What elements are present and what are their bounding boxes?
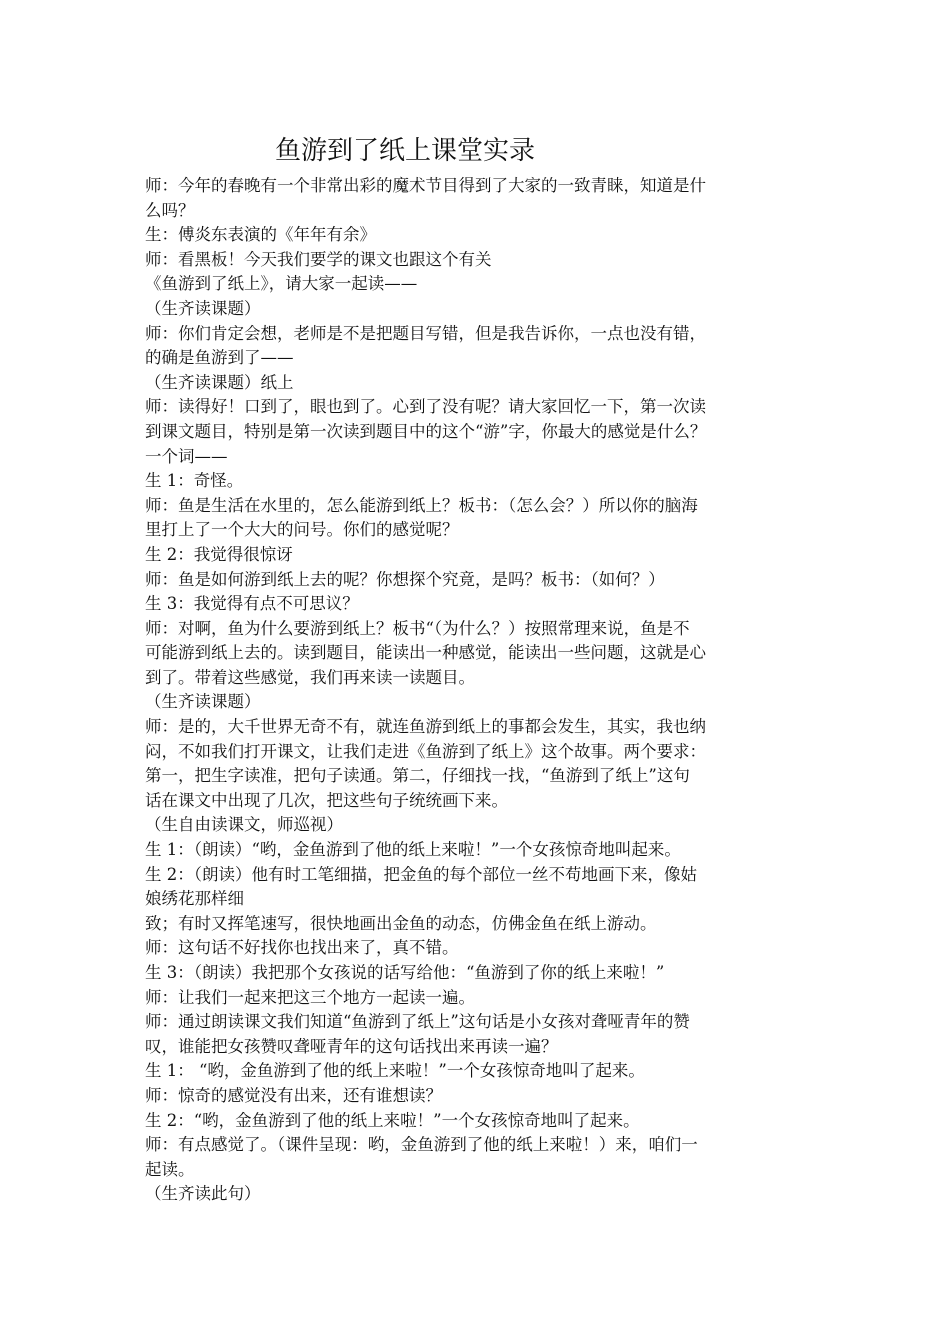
text-line: 生 2：我觉得很惊讶 <box>145 544 293 564</box>
text-line: 生 3：我觉得有点不可思议？ <box>145 594 359 614</box>
text-line: 娘绣花那样细 <box>145 889 244 909</box>
text-line: 师：通过朗读课文我们知道“鱼游到了纸上”这句话是小女孩对聋哑青年的赞 <box>145 1012 690 1032</box>
text-line: 话在课文中出现了几次，把这些句子统统画下来。 <box>145 790 508 810</box>
text-line: 师：看黑板！今天我们要学的课文也跟这个有关 <box>145 249 492 269</box>
text-line: 师：惊奇的感觉没有出来，还有谁想读？ <box>145 1085 442 1105</box>
text-line: （生自由读课文，师巡视） <box>145 815 343 835</box>
text-line: 闷，不如我们打开课文，让我们走进《鱼游到了纸上》这个故事。两个要求： <box>145 741 706 761</box>
text-line: 师：鱼是如何游到纸上去的呢？你想探个究竟，是吗？板书：（如何？） <box>145 569 665 589</box>
document-body <box>145 174 815 1207</box>
text-line: （生齐读课题） <box>145 298 261 318</box>
text-line: 叹，谁能把女孩赞叹聋哑青年的这句话找出来再读一遍？ <box>145 1036 558 1056</box>
text-line: 《鱼游到了纸上》，请大家一起读—— <box>145 274 418 294</box>
text-line: 生 3：（朗读）我把那个女孩说的话写给他：“鱼游到了你的纸上来啦！” <box>145 963 665 982</box>
text-line: 师：读得好！口到了，眼也到了。心到了没有呢？请大家回忆一下，第一次读 <box>145 397 706 417</box>
text-line: 一个词—— <box>145 446 228 466</box>
text-line: 师：鱼是生活在水里的，怎么能游到纸上？板书：（怎么会？）所以你的脑海 <box>145 495 698 515</box>
text-line: （生齐读课题）纸上 <box>145 372 294 392</box>
text-line: 生：傅炎东表演的《年年有余》 <box>145 225 376 245</box>
text-line: 致；有时又挥笔速写，很快地画出金鱼的动态，仿佛金鱼在纸上游动。 <box>145 913 657 933</box>
text-line: 师：今年的春晚有一个非常出彩的魔术节目得到了大家的一致青睐，知道是什 <box>145 176 706 195</box>
text-line: 师：你们肯定会想，老师是不是把题目写错，但是我告诉你，一点也没有错， <box>145 323 706 343</box>
text-line: 第一，把生字读准，把句子读通。第二，仔细找一找，“鱼游到了纸上”这句 <box>145 766 690 786</box>
text-line: 到课文题目，特别是第一次读到题目中的这个“游”字，你最大的感觉是什么？ <box>145 421 707 441</box>
text-line: 生 1：奇怪。 <box>145 471 244 491</box>
text-line: 起读。 <box>145 1159 195 1179</box>
text-line: 生 2：“哟，金鱼游到了他的纸上来啦！”一个女孩惊奇地叫了起来。 <box>145 1110 640 1130</box>
text-line: 么吗？ <box>145 200 195 220</box>
text-line: 生 1：（朗读）“哟，金鱼游到了他的纸上来啦！”一个女孩惊奇地叫起来。 <box>145 840 681 860</box>
text-line: 到了。带着这些感觉，我们再来读一读题目。 <box>145 667 475 687</box>
text-line: 师：是的，大千世界无奇不有，就连鱼游到纸上的事都会发生，其实，我也纳 <box>145 717 706 737</box>
text-line: 师：这句话不好找你也找出来了，真不错。 <box>145 938 459 958</box>
text-line: 可能游到纸上去的。读到题目，能读出一种感觉，能读出一些问题，这就是心 <box>145 643 706 663</box>
page-title: 鱼游到了纸上课堂实录 <box>275 136 536 166</box>
text-line: 生 2：（朗读）他有时工笔细描，把金鱼的每个部位一丝不苟地画下来，像姑 <box>145 864 697 884</box>
text-line: 师：对啊，鱼为什么要游到纸上？板书“（为什么？）按照常理来说，鱼是不 <box>145 618 690 638</box>
text-line: 生 1： “哟，金鱼游到了他的纸上来啦！”一个女孩惊奇地叫了起来。 <box>145 1061 645 1081</box>
text-line: （生齐读此句） <box>145 1184 261 1204</box>
text-line: （生齐读课题） <box>145 692 261 712</box>
text-line: 里打上了一个大大的问号。你们的感觉呢？ <box>145 520 459 540</box>
text-line: 师：让我们一起来把这三个地方一起读一遍。 <box>145 987 475 1007</box>
text-line: 的确是鱼游到了—— <box>145 348 294 368</box>
text-line: 师：有点感觉了。（课件呈现：哟，金鱼游到了他的纸上来啦！）来，咱们一 <box>145 1135 698 1155</box>
